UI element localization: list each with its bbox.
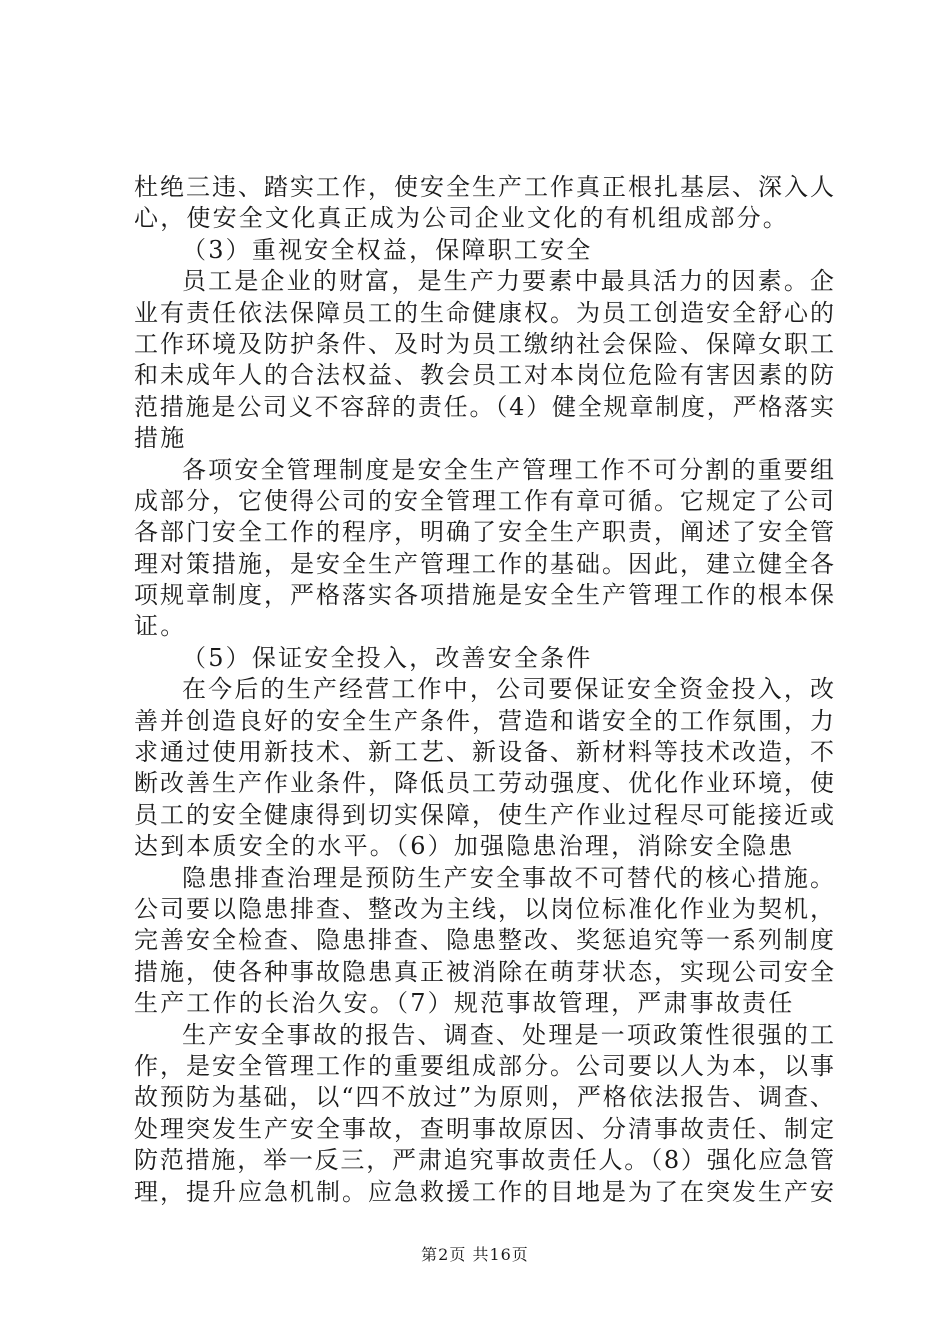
text-line: 范措施是公司义不容辞的责任。（4）健全规章制度，严格落实 — [134, 392, 834, 421]
text-line: 处理突发生产安全事故，查明事故原因、分清事故责任、制定 — [134, 1114, 834, 1143]
text-line: 业有责任依法保障员工的生命健康权。为员工创造安全舒心的 — [134, 298, 834, 327]
text-line: 生产工作的长治久安。（7）规范事故管理，严肃事故责任 — [134, 989, 795, 1018]
text-line: （3）重视安全权益，保障职工安全 — [182, 235, 593, 264]
text-line: 心，使安全文化真正成为公司企业文化的有机组成部分。 — [134, 204, 789, 233]
text-line: （5）保证安全投入，改善安全条件 — [182, 643, 593, 672]
text-line: 杜绝三违、踏实工作，使安全生产工作真正根扎基层、深入人 — [134, 173, 834, 201]
text-line: 善并创造良好的安全生产条件，营造和谐安全的工作氛围，力 — [134, 706, 834, 735]
text-line: 求通过使用新技术、新工艺、新设备、新材料等技术改造，不 — [134, 738, 834, 767]
page-footer: 第2页 共16页 — [421, 1245, 529, 1264]
text-line: 防范措施，举一反三，严肃追究事故责任人。（8）强化应急管 — [134, 1146, 834, 1175]
text-line: 员工是企业的财富，是生产力要素中最具活力的因素。企 — [182, 267, 834, 296]
text-line: 理，提升应急机制。应急救援工作的目地是为了在突发生产安 — [134, 1177, 834, 1206]
text-line: 断改善生产作业条件，降低员工劳动强度、优化作业环境，使 — [134, 769, 834, 798]
text-line: 故预防为基础，以“四不放过”为原则，严格依法报告、调查、 — [134, 1083, 834, 1112]
text-line: 工作环境及防护条件、及时为员工缴纳社会保险、保障女职工 — [134, 329, 834, 358]
text-line: 在今后的生产经营工作中，公司要保证安全资金投入，改 — [182, 675, 834, 704]
text-line: 理对策措施，是安全生产管理工作的基础。因此，建立健全各 — [134, 549, 834, 578]
text-line: 作，是安全管理工作的重要组成部分。公司要以人为本，以事 — [134, 1051, 834, 1080]
text-line: 员工的安全健康得到切实保障，使生产作业过程尽可能接近或 — [134, 800, 834, 829]
text-line: 措施 — [134, 424, 187, 453]
document-body — [134, 172, 834, 1208]
text-line: 项规章制度，严格落实各项措施是安全生产管理工作的根本保 — [134, 581, 834, 610]
text-line: 生产安全事故的报告、调查、处理是一项政策性很强的工 — [182, 1020, 834, 1049]
text-line: 证。 — [134, 612, 187, 641]
text-line: 完善安全检查、隐患排查、隐患整改、奖惩追究等一系列制度 — [134, 926, 834, 955]
text-line: 措施，使各种事故隐患真正被消除在萌芽状态，实现公司安全 — [134, 957, 834, 986]
text-line: 达到本质安全的水平。（6）加强隐患治理，消除安全隐患 — [134, 832, 795, 861]
text-line: 各项安全管理制度是安全生产管理工作不可分割的重要组 — [182, 455, 834, 484]
text-line: 各部门安全工作的程序，明确了安全生产职责，阐述了安全管 — [134, 518, 834, 547]
text-line: 成部分，它使得公司的安全管理工作有章可循。它规定了公司 — [134, 486, 834, 515]
text-line: 公司要以隐患排查、整改为主线，以岗位标准化作业为契机， — [134, 894, 834, 923]
text-line: 隐患排查治理是预防生产安全事故不可替代的核心措施。 — [182, 863, 834, 892]
text-line: 和未成年人的合法权益、教会员工对本岗位危险有害因素的防 — [134, 361, 834, 390]
